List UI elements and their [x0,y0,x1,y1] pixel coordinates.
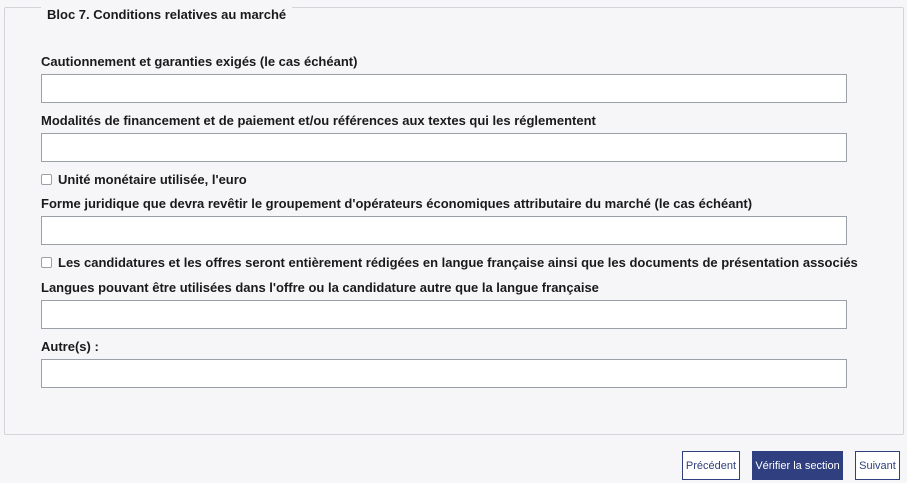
conditions-fieldset [4,7,904,435]
section-legend: Bloc 7. Conditions relatives au marché [41,7,292,22]
forme-juridique-label: Forme juridique que devra revêtir le groupement d'opérateurs économiques attributaire du marché (le cas échéant) [41,196,753,211]
unite-monetaire-checkbox[interactable] [41,174,52,185]
autres-label: Autre(s) : [41,339,99,354]
langues-input[interactable] [41,300,847,329]
verify-section-button[interactable]: Vérifier la section [752,451,843,480]
langue-francaise-row [41,255,858,270]
cautionnement-label: Cautionnement et garanties exigés (le cas échéant) [41,54,358,69]
langue-francaise-checkbox[interactable] [41,257,52,268]
unite-monetaire-label: Unité monétaire utilisée, l'euro [58,172,247,187]
langue-francaise-label: Les candidatures et les offres seront entièrement rédigées en langue française ainsi que les documents de présentation associés [58,255,858,270]
autres-input[interactable] [41,359,847,388]
cautionnement-input[interactable] [41,74,847,103]
financement-input[interactable] [41,133,847,162]
unite-monetaire-row [41,172,247,187]
next-button[interactable]: Suivant [855,451,900,480]
previous-button[interactable]: Précédent [682,451,740,480]
financement-label: Modalités de financement et de paiement et/ou références aux textes qui les réglementent [41,113,596,128]
forme-juridique-input[interactable] [41,216,847,245]
langues-label: Langues pouvant être utilisées dans l'offre ou la candidature autre que la langue française [41,280,599,295]
